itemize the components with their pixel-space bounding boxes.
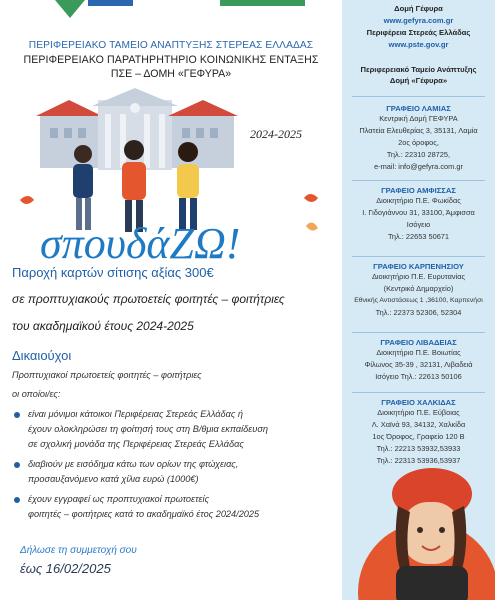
sidebar-divider	[352, 180, 485, 181]
sidebar-top-block	[342, 4, 495, 85]
header-fund-title: ΠΕΡΙΦΕΡΕΙΑΚΟ ΤΑΜΕΙΟ ΑΝΑΠΤΥΞΗΣ ΣΤΕΡΕΑΣ ΕΛΛΑΔΑΣ	[28, 40, 314, 51]
office-amfissa: ΓΡΑΦΕΙΟ ΑΜΦΙΣΣΑΣ Διοικητήριο Π.Ε. Φωκίδας Ι. Γιδογιάννου 31, 33100, Άμφισσα Ισόγειο Τηλ.: 22653 50671	[362, 186, 475, 241]
student-photo	[342, 442, 495, 600]
header-observatory-title: ΠΕΡΙΦΕΡΕΙΑΚΟ ΠΑΡΑΤΗΡΗΤΗΡΙΟ ΚΟΙΝΩΝΙΚΗΣ ΕΝΤΑΞΗΣ	[23, 54, 319, 66]
eligibility-item: διαβιούν με εισόδημα κάτω των ορίων της φτώχειας, προσαυξανόμενο κατά χίλια ευρώ (1000€)	[14, 457, 334, 487]
leaf-ornament	[304, 194, 318, 202]
academic-year: 2024-2025	[250, 127, 302, 141]
eligibility-list	[14, 407, 334, 527]
contact-sidebar	[342, 0, 495, 600]
beneficiaries-intro-1: Προπτυχιακοί πρωτοετείς φοιτητές – φοιτήτριες	[12, 370, 202, 380]
student-left	[73, 145, 93, 230]
leaf-ornament	[306, 222, 318, 230]
logo-shape-green	[55, 0, 85, 18]
hero-headline: σπουδάΖΩ!	[40, 219, 241, 268]
face	[402, 502, 460, 564]
top-logo-strip	[0, 0, 342, 26]
sidebar-divider	[352, 392, 485, 393]
offer-line-2: σε προπτυχιακούς πρωτοετείς φοιτητές – φοιτήτριες	[12, 292, 285, 306]
bullet-dot-icon	[14, 462, 20, 468]
office-lamia: ΓΡΑΦΕΙΟ ΛΑΜΙΑΣ Κεντρική Δομή ΓΕΦΥΡΑ Πλατεία Ελευθερίας 3, 35131, Λαμία 2ος όροφος, Τηλ.: 22310 28725, e-mail: info@gefyra.com.gr	[359, 104, 478, 171]
logo-bar-green	[220, 0, 305, 6]
offer-title: Παροχή καρτών σίτισης αξίας 300€	[12, 265, 214, 280]
office-livadeia: ΓΡΑΦΕΙΟ ΛΙΒΑΔΕΙΑΣ Διοικητήριο Π.Ε. Βοιωτίας Φίλωνος 35-39 , 32131, Λιβαδειά Ισόγειο Τηλ.: 22613 50106	[364, 338, 473, 381]
sidebar-divider	[352, 96, 485, 97]
declare-participation-label: Δήλωσε τη συμμετοχή σου	[20, 545, 137, 556]
sidebar-gefyra-name: Δομή Γέφυρα	[394, 4, 443, 13]
students-illustration	[0, 88, 342, 274]
sweater	[396, 566, 468, 600]
eligibility-item: είναι μόνιμοι κάτοικοι Περιφέρειας Στερεάς Ελλάδας ή έχουν ολοκληρώσει τη φοίτησή τους στη Β/θμια εκπαίδευση σε σχολική μονάδα της Περιφέρειας Στερεάς Ελλάδας	[14, 407, 334, 452]
sidebar-divider	[352, 256, 485, 257]
deadline-date: έως 16/02/2025	[20, 561, 111, 576]
logo-bar-blue	[88, 0, 133, 6]
bullet-dot-icon	[14, 412, 20, 418]
beneficiaries-intro-2: οι οποίοι/ες:	[12, 389, 61, 399]
beneficiaries-title: Δικαιούχοι	[12, 348, 72, 363]
sidebar-gefyra-site[interactable]: www.gefyra.com.gr	[383, 16, 454, 25]
office-chalkida: ΓΡΑΦΕΙΟ ΧΑΛΚΙΔΑΣ Διοικητήριο Π.Ε. Εύβοιας Λ. Χαϊνά 93, 34132, Χαλκίδα 1ος Όροφος, Γραφείο 120 Β Τηλ.: 22213 53932,53933 Τηλ.: 22313 53936,53937	[371, 398, 466, 465]
leaf-ornament	[20, 196, 34, 204]
office-karpenisi: ΓΡΑΦΕΙΟ ΚΑΡΠΕΝΗΣΙΟΥ Διοικητήριο Π.Ε. Ευρυτανίας (Κεντρικό Δημαρχείο) Εθνικής Αντιστάσεως 1 ,36100, Καρπενήσι Τηλ.: 22373 52306, 52304	[354, 262, 483, 317]
student-right	[177, 142, 199, 230]
sidebar-fund-line-2: Δομή «Γέφυρα»	[389, 76, 448, 85]
sidebar-region-name: Περιφέρεια Στερεάς Ελλάδας	[366, 28, 471, 37]
sidebar-region-site[interactable]: www.pste.gov.gr	[388, 40, 449, 49]
offer-line-3: του ακαδημαϊκού έτους 2024-2025	[12, 319, 194, 333]
eligibility-item: έχουν εγγραφεί ως προπτυχιακοί πρωτοετείς φοιτητές – φοιτήτριες κατά το ακαδημαϊκό έτος 2024/2025	[14, 492, 334, 522]
sidebar-divider	[352, 332, 485, 333]
header-gefyra-title: ΠΣΕ – ΔΟΜΗ «ΓΕΦΥΡΑ»	[110, 68, 232, 80]
bullet-dot-icon	[14, 497, 20, 503]
sidebar-fund-line-1: Περιφερειακό Ταμείο Ανάπτυξης	[360, 65, 477, 74]
